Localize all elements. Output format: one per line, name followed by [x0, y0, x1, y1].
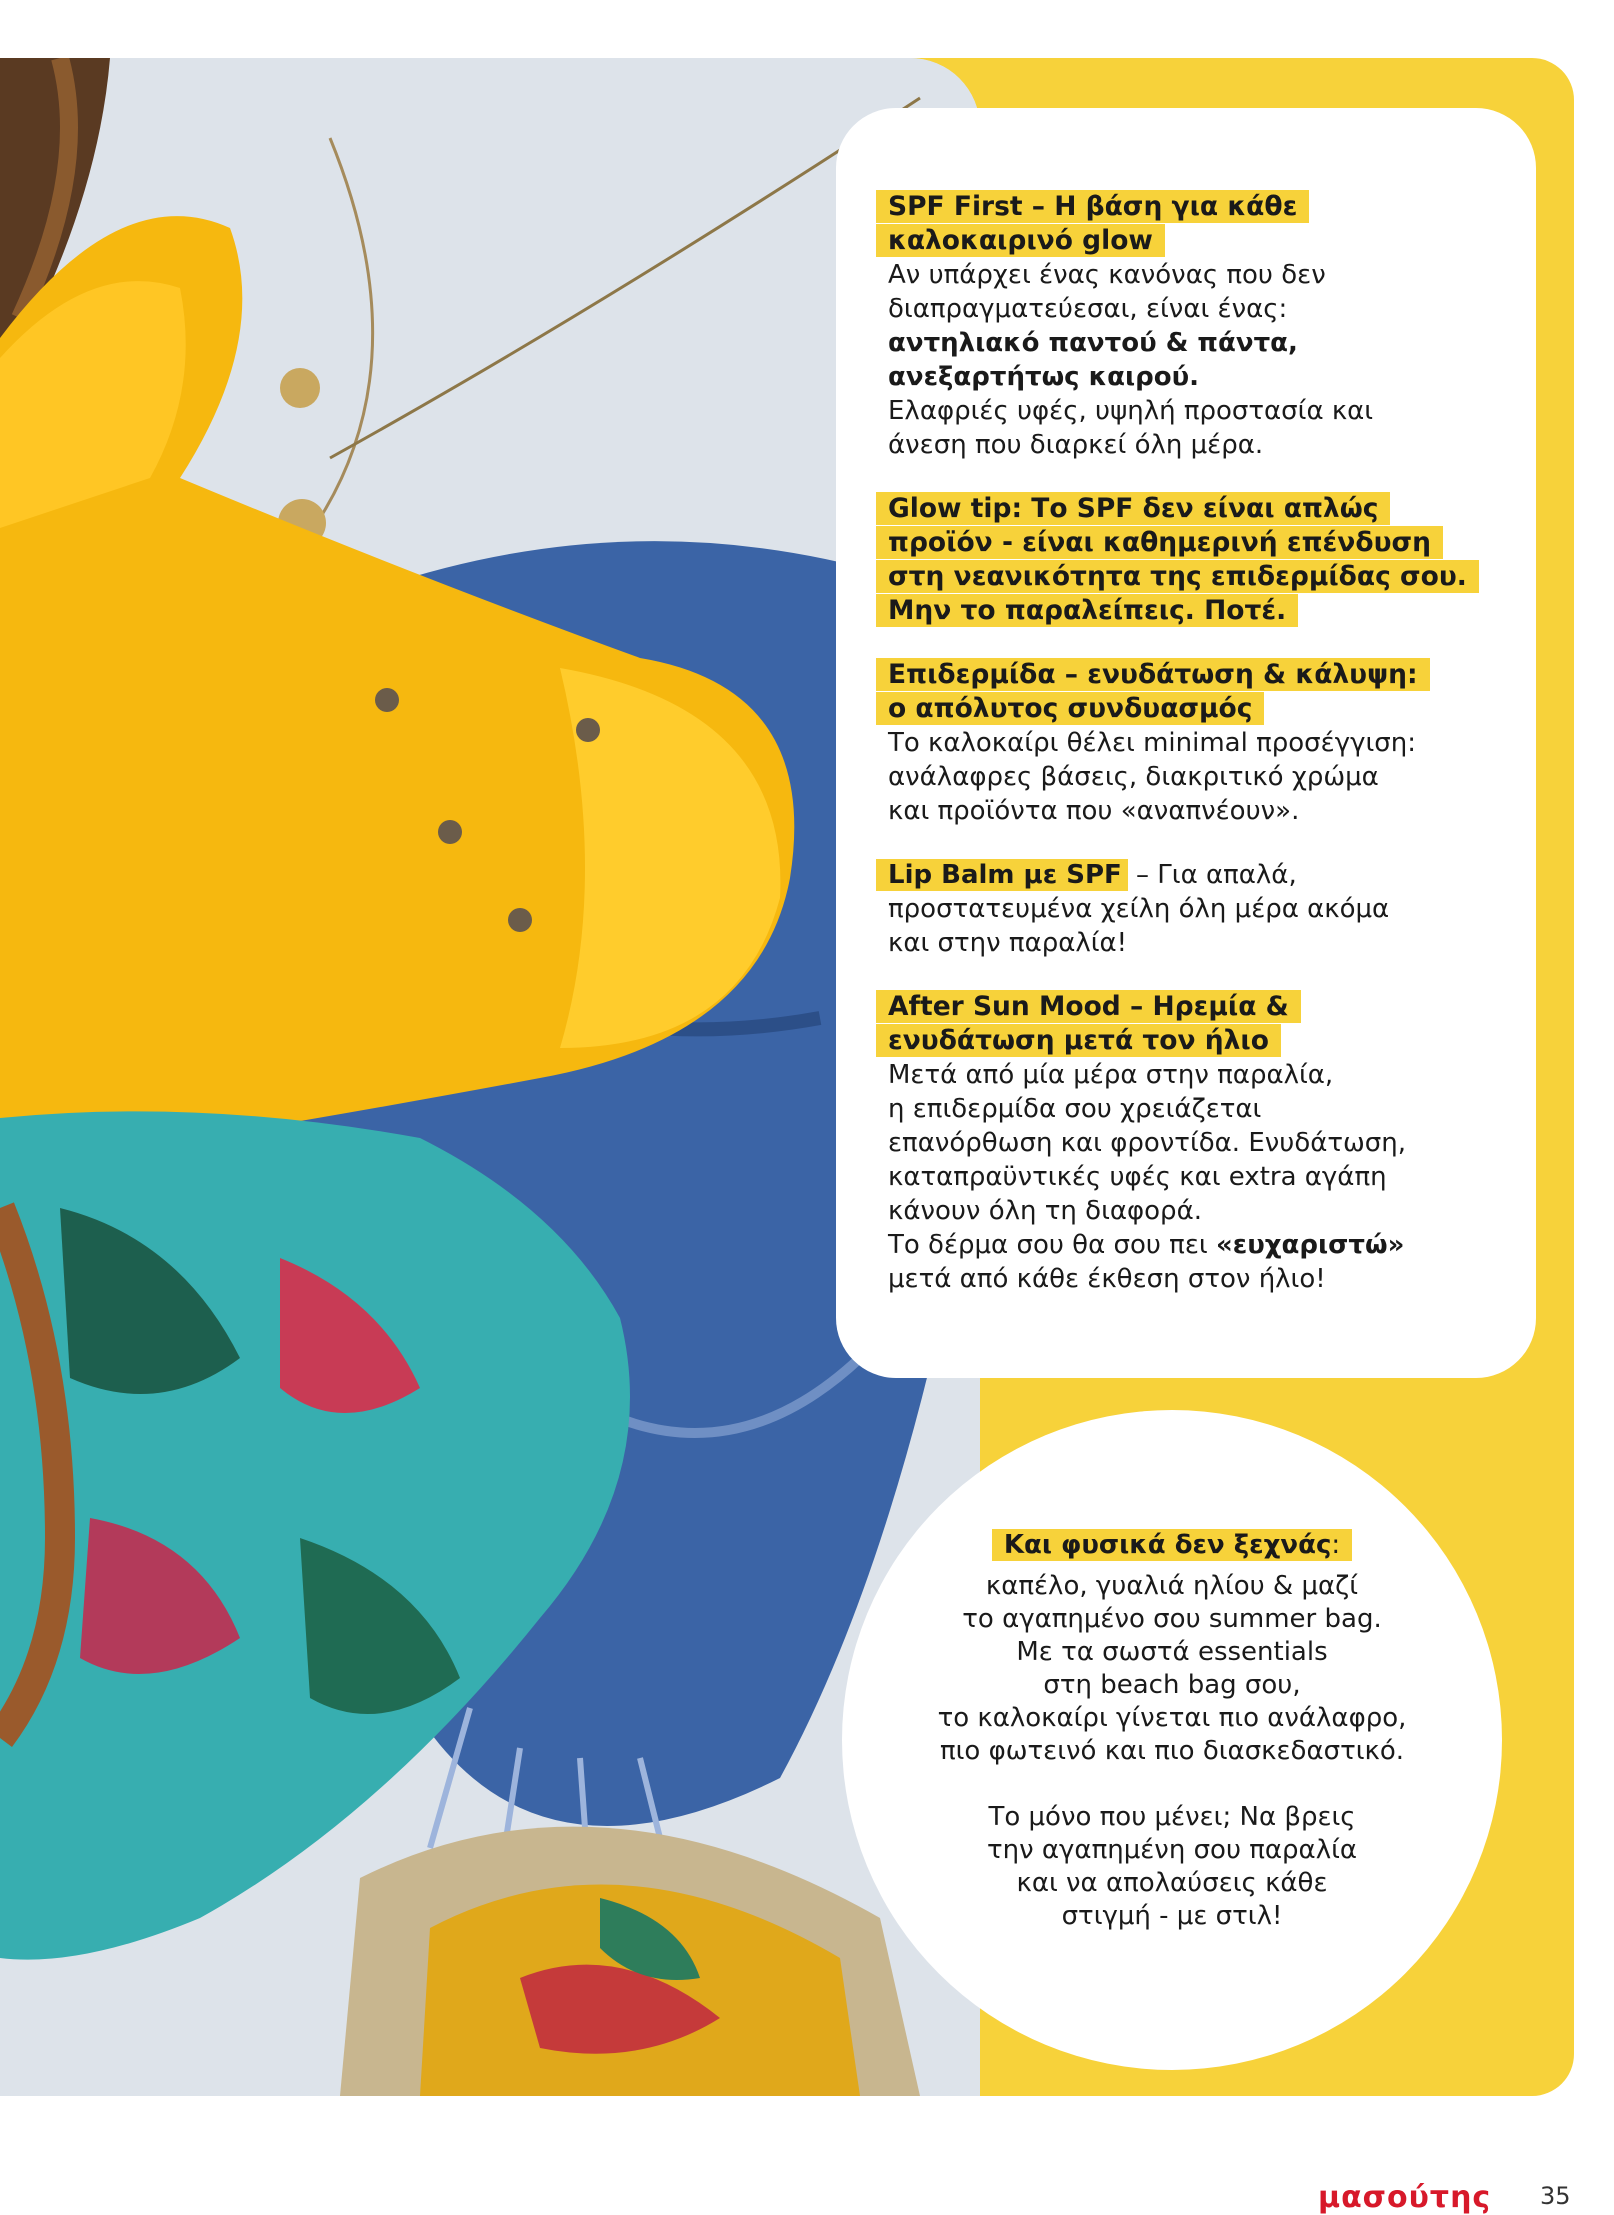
heading-line: ενυδάτωση μετά τον ήλιο [876, 1024, 1281, 1057]
heading-line: στη νεανικότητα της επιδερμίδας σου. [876, 560, 1479, 593]
circle-heading [842, 1528, 1502, 1562]
section-body [888, 858, 1488, 960]
circle-heading-text: Και φυσικά δεν ξεχνάς [1003, 1530, 1332, 1560]
circle-heading-highlight [992, 1529, 1352, 1561]
body-line: προστατευμένα χείλη όλη μέρα ακόμα [888, 894, 1390, 924]
circle-line: και να απολαύσεις κάθε [1016, 1868, 1328, 1898]
page-number: 35 [1540, 2182, 1571, 2210]
section-heading [876, 990, 1488, 1058]
circle-line: το αγαπημένο σου summer bag. [962, 1604, 1382, 1634]
brand-logo: μασούτης [1318, 2180, 1492, 2215]
body-line: Αν υπάρχει ένας κανόνας που δεν [888, 260, 1326, 290]
section-glow-tip [888, 492, 1488, 628]
circle-line: στιγμή - με στιλ! [1061, 1901, 1283, 1931]
circle-line: το καλοκαίρι γίνεται πιο ανάλαφρο, [937, 1703, 1407, 1733]
body-line: καταπραϋντικές υφές και extra αγάπη [888, 1162, 1387, 1192]
section-body [888, 726, 1488, 828]
body-line-bold: αντηλιακό παντού & πάντα, [888, 328, 1298, 358]
body-line: διαπραγματεύεσαι, είναι ένας: [888, 294, 1288, 324]
section-after-sun [888, 990, 1488, 1296]
body-emphasis: «ευχαριστώ» [1215, 1230, 1405, 1260]
section-heading [876, 658, 1488, 726]
inline-heading-rest: – Για απαλά, [1127, 860, 1297, 890]
body-line: η επιδερμίδα σου χρειάζεται [888, 1094, 1262, 1124]
section-spf-first [888, 190, 1488, 462]
circle-line: Με τα σωστά essentials [1016, 1637, 1328, 1667]
inline-heading: Lip Balm με SPF [876, 859, 1128, 891]
circle-line: Το μόνο που μένει; Να βρεις [988, 1802, 1356, 1832]
heading-line: SPF First – Η βάση για κάθε [876, 190, 1309, 223]
heading-line: Επιδερμίδα – ενυδάτωση & κάλυψη: [876, 658, 1430, 691]
reminder-circle [842, 1410, 1502, 2070]
circle-heading-suffix: : [1331, 1530, 1341, 1560]
body-line: επανόρθωση και φροντίδα. Ενυδάτωση, [888, 1128, 1407, 1158]
body-line: Ελαφριές υφές, υψηλή προστασία και [888, 396, 1374, 426]
heading-line: προϊόν - είναι καθημερινή επένδυση [876, 526, 1443, 559]
heading-line: Glow tip: Το SPF δεν είναι απλώς [876, 492, 1390, 525]
photo-illustration [0, 58, 980, 2096]
heading-line: After Sun Mood – Ηρεμία & [876, 990, 1301, 1023]
summer-flatlay-photo [0, 58, 980, 2096]
section-lip-balm [888, 858, 1488, 960]
circle-spacer [842, 1768, 1502, 1801]
body-line: Το καλοκαίρι θέλει minimal προσέγγιση: [888, 728, 1416, 758]
circle-line: πιο φωτεινό και πιο διασκεδαστικό. [939, 1736, 1405, 1766]
heading-line: Μην το παραλείπεις. Ποτέ. [876, 594, 1298, 627]
circle-line: την αγαπημένη σου παραλία [986, 1835, 1358, 1865]
body-line: και προϊόντα που «αναπνέουν». [888, 796, 1300, 826]
circle-line: καπέλο, γυαλιά ηλίου & μαζί [985, 1571, 1359, 1601]
heading-line: καλοκαιρινό glow [876, 224, 1165, 257]
circle-line: στη beach bag σου, [1043, 1670, 1301, 1700]
body-line: μετά από κάθε έκθεση στον ήλιο! [888, 1264, 1326, 1294]
body-line: άνεση που διαρκεί όλη μέρα. [888, 430, 1264, 460]
section-body [888, 1058, 1488, 1296]
section-heading [876, 190, 1488, 258]
body-line: και στην παραλία! [888, 928, 1128, 958]
section-skin-hydration [888, 658, 1488, 828]
section-heading [876, 492, 1488, 628]
section-body [888, 258, 1488, 462]
heading-line: ο απόλυτος συνδυασμός [876, 692, 1264, 725]
body-line-bold: ανεξαρτήτως καιρού. [888, 362, 1200, 392]
body-line: Το δέρμα σου θα σου πει [888, 1230, 1216, 1260]
tips-text-card [836, 108, 1536, 1378]
body-line: κάνουν όλη τη διαφορά. [888, 1196, 1202, 1226]
body-line: ανάλαφρες βάσεις, διακριτικό χρώμα [888, 762, 1379, 792]
body-line: Μετά από μία μέρα στην παραλία, [888, 1060, 1334, 1090]
